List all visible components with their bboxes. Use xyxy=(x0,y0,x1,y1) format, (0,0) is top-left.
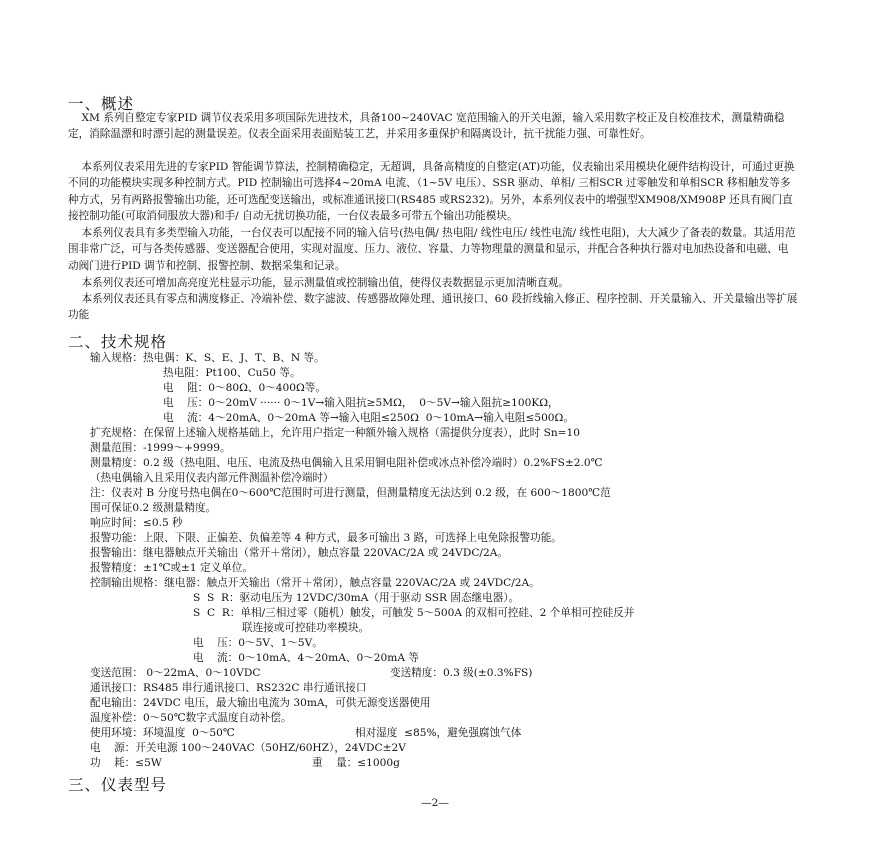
spec-response: 响应时间：≤0.5 秒 xyxy=(90,517,183,529)
spec-input-resistance: 电 阻：0～80Ω、0～400Ω等。 xyxy=(163,382,326,394)
spec-power-supply: 电 源：开关电源 100～240VAC（50HZ/60HZ），24VDC±2V xyxy=(90,742,406,754)
spec-control-ssr: S S R：驱动电压为 12VDC/30mA（用于驱动 SSR 固态继电器）。 xyxy=(193,592,520,604)
spec-control-voltage: 电 压：0～5V、1～5V。 xyxy=(193,637,323,649)
spec-control-current: 电 流：0～10mA、4～20mA、0～20mA 等 xyxy=(193,652,419,664)
spec-alarm-accuracy: 报警精度：±1℃或±1 定义单位。 xyxy=(90,562,253,574)
overview-paragraph-3: 本系列仪表具有多类型输入功能，一台仪表可以配接不同的输入信号(热电偶/ 热电阻/ 线性电压/ 线性电流/ 线性电阻)，大大减少了备表的数量。其适用范围非常广泛，可与各类传感器、变送器配合使用，实现对温度、压力、液位、容量、力等物理量的测量和显示，并配合各种执行器对电加热设备和电磁、电动阀门进行PID 调节和控制、报警控制、数据采集和记录。 xyxy=(68,227,796,272)
spec-control-scr-cont: 联连接或可控硅功率模块。 xyxy=(242,622,370,634)
section-heading-models: 三、仪表型号 xyxy=(68,776,168,794)
spec-control-scr: S C R：单相/三相过零（随机）触发，可触发 5～500A 的双相可控硅、2 个单相可控硅反并 xyxy=(193,607,635,619)
spec-alarm-function: 报警功能：上限、下限、正偏差、负偏差等 4 种方式，最多可输出 3 路，可选择上电免除报警功能。 xyxy=(90,532,562,544)
section-heading-overview: 一、概述 xyxy=(68,95,135,113)
spec-env-humidity: 相对湿度 ≤85%，避免强腐蚀气体 xyxy=(355,727,522,739)
spec-extended: 扩充规格：在保留上述输入规格基础上，允许用户指定一种额外输入规格（需提供分度表），此时 Sn=10 xyxy=(90,427,581,439)
spec-comm: 通讯接口：RS485 串行通讯接口、RS232C 串行通讯接口 xyxy=(90,682,367,694)
spec-control-output: 控制输出规格：继电器：触点开关输出（常开＋常闭），触点容量 220VAC/2A 或 24VDC/2A。 xyxy=(90,577,540,589)
page-number: —2— xyxy=(421,797,449,809)
spec-input: 输入规格：热电偶：K、S、E、J、T、B、N 等。 xyxy=(90,352,325,364)
spec-temp-comp: 温度补偿：0～50℃数字式温度自动补偿。 xyxy=(90,712,292,724)
spec-note-1: 注：仪表对 B 分度号热电偶在0～600℃范围时可进行测量，但测量精度无法达到 0.2 级，在 600～1800℃范 xyxy=(90,487,611,499)
spec-weight: 重 量：≤1000g xyxy=(312,757,400,769)
spec-accuracy: 测量精度：0.2 级（热电阻、电压、电流及热电偶输入且采用铜电阻补偿或冰点补偿冷端时）0.2%FS±2.0℃ xyxy=(90,457,603,469)
section-heading-specs: 二、技术规格 xyxy=(68,333,168,351)
spec-alarm-output: 报警输出：继电器触点开关输出（常开＋常闭），触点容量 220VAC/2A 或 24VDC/2A。 xyxy=(90,547,508,559)
spec-note-2: 围可保证0.2 级测量精度。 xyxy=(90,502,217,514)
spec-input-voltage: 电 压：0～20mV ······ 0～1V→输入阻抗≥5MΩ， 0～5V→输入阻抗≥100KΩ， xyxy=(163,397,559,409)
overview-paragraph-1: XM 系列自整定专家PID 调节仪表采用多项国际先进技术，具备100~240VAC 宽范围输入的开关电源，输入采用数字校正及自校准技术，测量精确稳定，消除温漂和时漂引起的测量误差。仪表全面采用表面贴装工艺，并采用多重保护和隔离设计，抗干扰能力强、可靠性好。 xyxy=(68,112,785,141)
spec-env-temp: 使用环境：环境温度 0～50℃ xyxy=(90,727,235,739)
overview-paragraph-2: 本系列仪表采用先进的专家PID 智能调节算法，控制精确稳定，无超调，具备高精度的自整定(AT)功能，仪表输出采用模块化硬件结构设计，可通过更换不同的功能模块实现多种控制方式。PID 控制输出可选择4~20mA 电流、（1~5V 电压）、SSR 驱动、单相/ 三相SCR 过零触发和单相SCR 移相触发等多种方式，另有两路报警输出功能，还可选配变送输出，或标准通讯接口(RS485 或RS232)。另外，本系列仪表中的增强型XM908/XM908P 还具有阀门直接控制功能(可取消伺服放大器)和手/ 自动无扰切换功能，一台仪表最多可带五个输出功能模块。 xyxy=(68,161,795,222)
spec-transmit-accuracy: 变送精度：0.3 级(±0.3%FS) xyxy=(390,667,533,679)
overview-paragraph-5: 本系列仪表还具有零点和满度修正、冷端补偿、数字滤波、传感器故障处理、通讯接口、60 段折线输入修正、程序控制、开关量输入、开关量输出等扩展功能 xyxy=(68,293,798,322)
spec-power-output: 配电输出：24VDC 电压，最大输出电流为 30mA，可供无源变送器使用 xyxy=(90,697,431,709)
spec-input-rtd: 热电阻：Pt100、Cu50 等。 xyxy=(163,367,301,379)
overview-paragraph-4: 本系列仪表还可增加高亮度光柱显示功能，显示测量值或控制输出值，使得仪表数据显示更加清晰直观。 xyxy=(68,277,569,289)
spec-input-current: 电 流：4～20mA、0～20mA 等→输入电阻≤250Ω 0～10mA→输入电阻≤500Ω。 xyxy=(163,412,574,424)
spec-accuracy-note: （热电偶输入且采用仪表内部元件测温补偿冷端时） xyxy=(90,472,334,484)
spec-power-consumption: 功 耗：≤5W xyxy=(90,757,162,769)
spec-range: 测量范围：-1999～+9999。 xyxy=(90,442,231,454)
spec-transmit-range: 变送范围： 0～22mA、0～10VDC xyxy=(90,667,261,679)
